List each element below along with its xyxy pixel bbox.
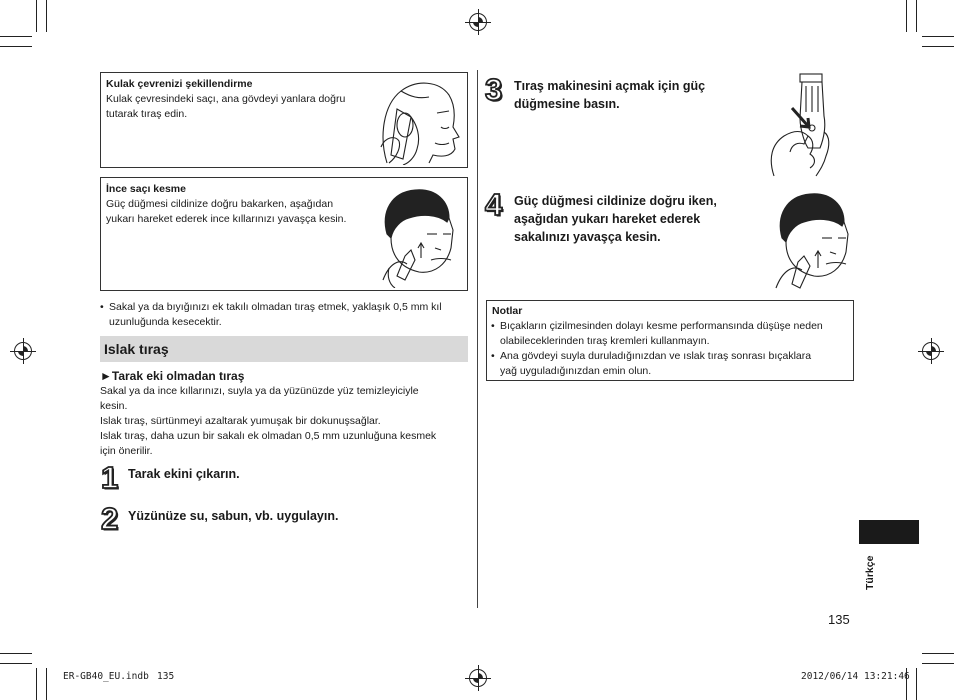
crop-mark xyxy=(46,0,47,32)
comb-shave-body xyxy=(100,384,472,459)
step-text-line: Yüzünüze su, sabun, vb. uygulayın. xyxy=(128,509,339,523)
crop-mark xyxy=(922,36,954,37)
crop-mark xyxy=(0,653,32,654)
crop-mark xyxy=(0,36,32,37)
step-text-line: Güç düğmesi cildinize doğru iken, xyxy=(514,194,717,208)
step-text xyxy=(514,77,705,113)
step-number: 2 xyxy=(101,501,119,536)
step-text xyxy=(514,192,717,246)
bullet-note-line: Sakal ya da bıyığınızı ek takılı olmadan tıraş etmek, yaklaşık 0,5 mm kıl xyxy=(109,301,442,313)
step-number: 3 xyxy=(485,72,503,107)
power-button-illustration xyxy=(766,72,842,178)
note-item xyxy=(491,349,851,379)
note-item xyxy=(491,319,851,349)
comb-shave-line: için önerilir. xyxy=(100,445,153,457)
notes-box xyxy=(486,300,854,381)
crop-mark xyxy=(36,668,37,700)
step-text-line: Tarak ekini çıkarın. xyxy=(128,467,240,481)
step-text-line: aşağıdan yukarı hareket ederek xyxy=(514,212,701,226)
ear-trim-text-line: Kulak çevresindeki saçı, ana gövdeyi yanlara doğru xyxy=(106,93,346,105)
column-divider xyxy=(477,70,478,608)
comb-shave-line: Islak tıraş, daha uzun bir sakalı ek olmadan 0,5 mm uzunluğuna kesmek xyxy=(100,430,437,442)
crop-mark xyxy=(922,46,954,47)
bullet-icon: • xyxy=(100,301,104,313)
step-text-line: sakalınızı yavaşça kesin. xyxy=(514,230,661,244)
fine-hair-text-line: Güç düğmesi cildinize doğru bakarken, aşağıdan xyxy=(106,198,334,210)
fine-hair-text-line: yukarı hareket ederek ince kıllarınızı yavaşça kesin. xyxy=(106,213,347,225)
beard-trim-illustration xyxy=(768,188,858,290)
step-number: 4 xyxy=(485,187,503,222)
bullet-icon: • xyxy=(491,320,495,332)
language-label: Türkçe xyxy=(864,555,876,590)
footer-file-page: 135 xyxy=(157,671,175,682)
language-tab-marker xyxy=(859,520,919,544)
ear-trim-text-line: tutarak tıraş edin. xyxy=(106,108,188,120)
step-text xyxy=(128,507,338,525)
step-text-line: Tıraş makinesini açmak için güç xyxy=(514,79,706,93)
notes-title: Notlar xyxy=(492,305,523,317)
wet-shave-section-bar xyxy=(100,336,468,362)
registration-mark-icon xyxy=(469,13,487,31)
fine-hair-illustration xyxy=(375,184,465,288)
step-text xyxy=(128,465,240,483)
ear-trim-illustration xyxy=(377,77,465,165)
fine-hair-title: İnce saçı kesme xyxy=(106,183,186,195)
page-number: 135 xyxy=(828,612,850,627)
footer-time: 13:21:46 xyxy=(864,671,910,682)
notes-list xyxy=(491,319,851,379)
crop-mark xyxy=(922,663,954,664)
ear-trim-title: Kulak çevrenizi şekillendirme xyxy=(106,78,253,90)
crop-mark xyxy=(0,46,32,47)
bullet-note xyxy=(100,300,470,330)
footer-file: ER-GB40_EU.indb xyxy=(63,671,149,682)
registration-mark-icon xyxy=(469,669,487,687)
fine-hair-box xyxy=(100,177,468,291)
crop-mark xyxy=(916,0,917,32)
comb-shave-line: kesin. xyxy=(100,400,128,412)
step-number: 1 xyxy=(101,460,119,495)
comb-shave-line: Islak tıraş, sürtünmeyi azaltarak yumuşak bir dokunuşsağlar. xyxy=(100,415,381,427)
note-line: yağ uyguladığınızdan emin olun. xyxy=(500,365,652,377)
note-line: Ana gövdeyi suyla duruladığınızdan ve ıslak tıraş sonrası bıçaklara xyxy=(500,350,812,362)
crop-mark xyxy=(906,0,907,32)
crop-mark xyxy=(46,668,47,700)
crop-mark xyxy=(916,668,917,700)
comb-shave-line: Sakal ya da ince kıllarınızı, suyla ya da yüzünüzde yüz temizleyiciyle xyxy=(100,385,419,397)
footer-date: 2012/06/14 xyxy=(801,671,859,682)
comb-shave-heading: ►Tarak eki olmadan tıraş xyxy=(100,369,245,383)
step-text-line: düğmesine basın. xyxy=(514,97,620,111)
registration-mark-icon xyxy=(922,342,940,360)
crop-mark xyxy=(922,653,954,654)
note-line: Bıçakların çizilmesinden dolayı kesme performansında düşüşe neden xyxy=(500,320,823,332)
ear-trim-box xyxy=(100,72,468,168)
registration-mark-icon xyxy=(14,342,32,360)
wet-shave-title: Islak tıraş xyxy=(104,341,169,357)
bullet-note-line: uzunluğunda kesecektir. xyxy=(109,316,222,328)
crop-mark xyxy=(0,663,32,664)
crop-mark xyxy=(36,0,37,32)
note-line: olabileceklerinden tıraş kremleri kullanmayın. xyxy=(500,335,710,347)
bullet-icon: • xyxy=(491,350,495,362)
